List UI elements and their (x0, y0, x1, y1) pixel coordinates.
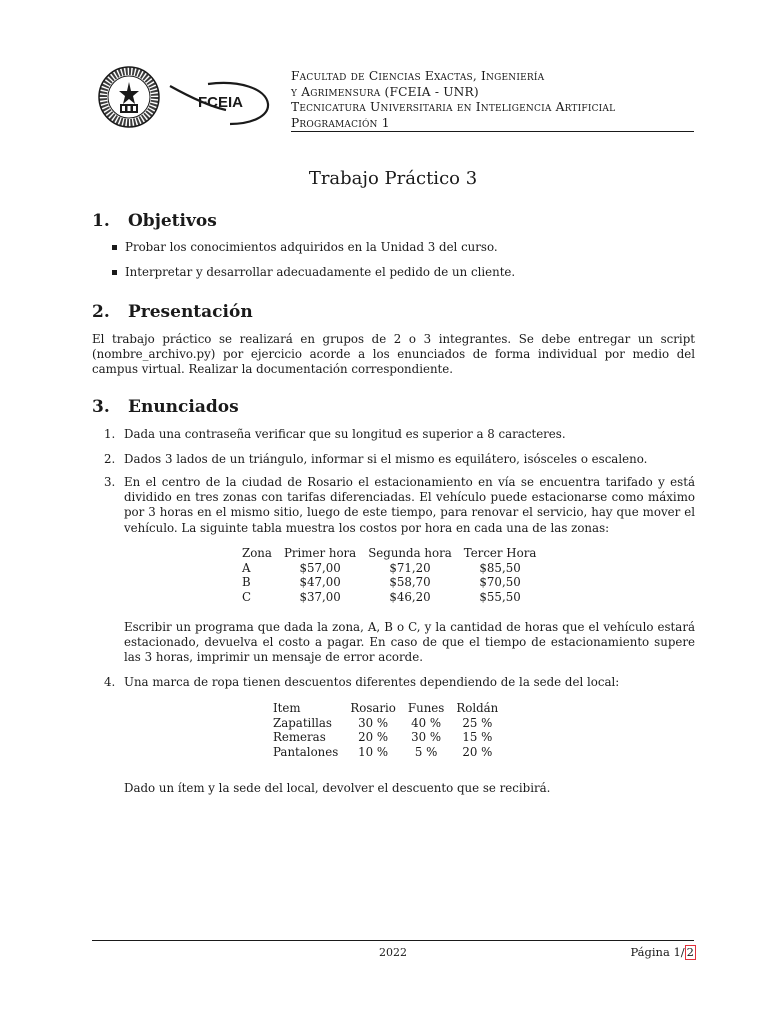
table-cell: A (242, 560, 251, 575)
table-cell: 30 % (358, 715, 389, 730)
section-number: 1. (92, 211, 110, 231)
section-heading-enunciados (92, 397, 239, 417)
list-item-text: Probar los conocimientos adquiridos en la Unidad 3 del curso. (125, 240, 498, 254)
section-title: Objetivos (128, 211, 217, 231)
footer-year: 2022 (379, 946, 407, 959)
fceia-logo-text: FCEIA (198, 94, 243, 111)
table-cell: $58,70 (389, 575, 431, 590)
exercise-text: Una marca de ropa tienen descuentos diferentes dependiendo de la sede del local: (124, 675, 620, 689)
exercise-item (104, 475, 695, 536)
presentation-paragraph: El trabajo práctico se realizará en grupos de 2 o 3 integrantes. Se debe entregar un script (nombre_archivo.py) por ejercicio acorde a los enunciados de forma individual por medio del campus virtual. Realizar la documentación correspondiente. (92, 332, 695, 377)
table-cell: Pantalones (273, 744, 339, 759)
table-cell: $46,20 (389, 589, 431, 604)
list-item-text: Interpretar y desarrollar adecuadamente el pedido de un cliente. (125, 265, 516, 279)
section-heading-presentacion (92, 302, 253, 322)
table-cell: $55,50 (479, 589, 521, 604)
table-cell: B (242, 575, 251, 590)
table-cell: C (242, 589, 252, 604)
table-cell: 30 % (411, 730, 442, 745)
parking-rates-table (236, 546, 542, 604)
table-header-row (236, 546, 542, 561)
table-cell: $85,50 (479, 560, 521, 575)
bullet-square-icon (112, 270, 117, 275)
table-cell: $37,00 (299, 589, 341, 604)
exercise-number: 3. (104, 475, 116, 489)
table-header-cell: Primer hora (283, 546, 357, 560)
section-heading-objetivos (92, 211, 217, 231)
table-cell: 40 % (411, 715, 442, 730)
table-row (236, 561, 542, 576)
table-row (267, 730, 504, 745)
header-line-program: Tecnicatura Universitaria en Inteligencia Artificial (291, 100, 616, 115)
table-cell: 20 % (358, 730, 389, 745)
exercise-number: 4. (104, 675, 116, 689)
table-row (236, 590, 542, 605)
table-header-cell: Segunda hora (368, 546, 452, 560)
page-number (630, 945, 696, 960)
bullet-square-icon (112, 245, 117, 250)
table-cell: 25 % (462, 715, 493, 730)
list-item (112, 240, 498, 254)
exercise-3-instructions: Escribir un programa que dada la zona, A, B o C, y la cantidad de horas que el vehículo estará estacionado, devuelva el costo a pagar. En caso de que el tiempo de estacionamiento supere las 3 horas, imprimir un mensaje de error acorde. (124, 620, 695, 665)
section-title: Enunciados (128, 397, 239, 417)
document-title: Trabajo Práctico 3 (308, 168, 478, 189)
section-number: 3. (92, 397, 110, 417)
table-header-cell: Funes (407, 701, 445, 715)
table-header-cell: Tercer Hora (463, 546, 537, 560)
exercise-number: 1. (104, 427, 116, 441)
unr-seal-logo (98, 66, 160, 128)
exercise-item (104, 452, 695, 467)
table-row (267, 745, 504, 760)
table-cell: $71,20 (389, 560, 431, 575)
footer-divider (92, 940, 694, 941)
table-header-cell: Zona (242, 546, 272, 560)
page-label: Página 1/ (630, 945, 685, 959)
header-line-course: Programación 1 (291, 115, 390, 130)
header-divider (291, 131, 694, 132)
list-item (112, 265, 515, 279)
institution-header (291, 69, 615, 131)
table-cell: 15 % (462, 730, 493, 745)
header-line-faculty: Facultad de Ciencias Exactas, Ingeniería (291, 69, 545, 83)
table-cell: 10 % (358, 744, 389, 759)
table-cell: Zapatillas (273, 715, 332, 730)
exercise-item (104, 675, 695, 690)
section-number: 2. (92, 302, 110, 322)
table-cell: $70,50 (479, 575, 521, 590)
table-header-row (267, 701, 504, 716)
exercise-number: 2. (104, 452, 116, 466)
table-cell: Remeras (273, 730, 326, 745)
table-header-cell: Roldán (456, 701, 499, 715)
exercise-text: Dados 3 lados de un triángulo, informar si el mismo es equilátero, isósceles o escaleno. (124, 452, 648, 466)
exercise-4-instructions: Dado un ítem y la sede del local, devolver el descuento que se recibirá. (124, 781, 551, 795)
table-cell: 20 % (462, 744, 493, 759)
exercise-text: Dada una contraseña verificar que su longitud es superior a 8 caracteres. (124, 427, 566, 441)
header-line-faculty-2: y Agrimensura (FCEIA - UNR) (291, 84, 479, 99)
table-row (236, 575, 542, 590)
exercise-item (104, 427, 695, 442)
table-header-cell: Rosario (350, 701, 396, 715)
table-cell: 5 % (414, 744, 438, 759)
table-row (267, 716, 504, 731)
section-title: Presentación (128, 302, 253, 322)
total-pages-link[interactable]: 2 (686, 945, 694, 959)
table-header-cell: Item (273, 701, 301, 715)
fceia-logo (168, 80, 272, 126)
table-cell: $57,00 (299, 560, 341, 575)
table-cell: $47,00 (299, 575, 341, 590)
discounts-table (267, 701, 504, 759)
exercise-text: En el centro de la ciudad de Rosario el estacionamiento en vía se encuentra tarifado y está dividido en tres zonas con tarifas diferenciadas. El vehículo puede estacionarse como máximo por 3 horas en el mismo sitio, luego de este tiempo, para renovar el servicio, hay que mover el vehículo. La siguinte tabla muestra los costos por hora en cada una de las zonas: (124, 475, 695, 535)
